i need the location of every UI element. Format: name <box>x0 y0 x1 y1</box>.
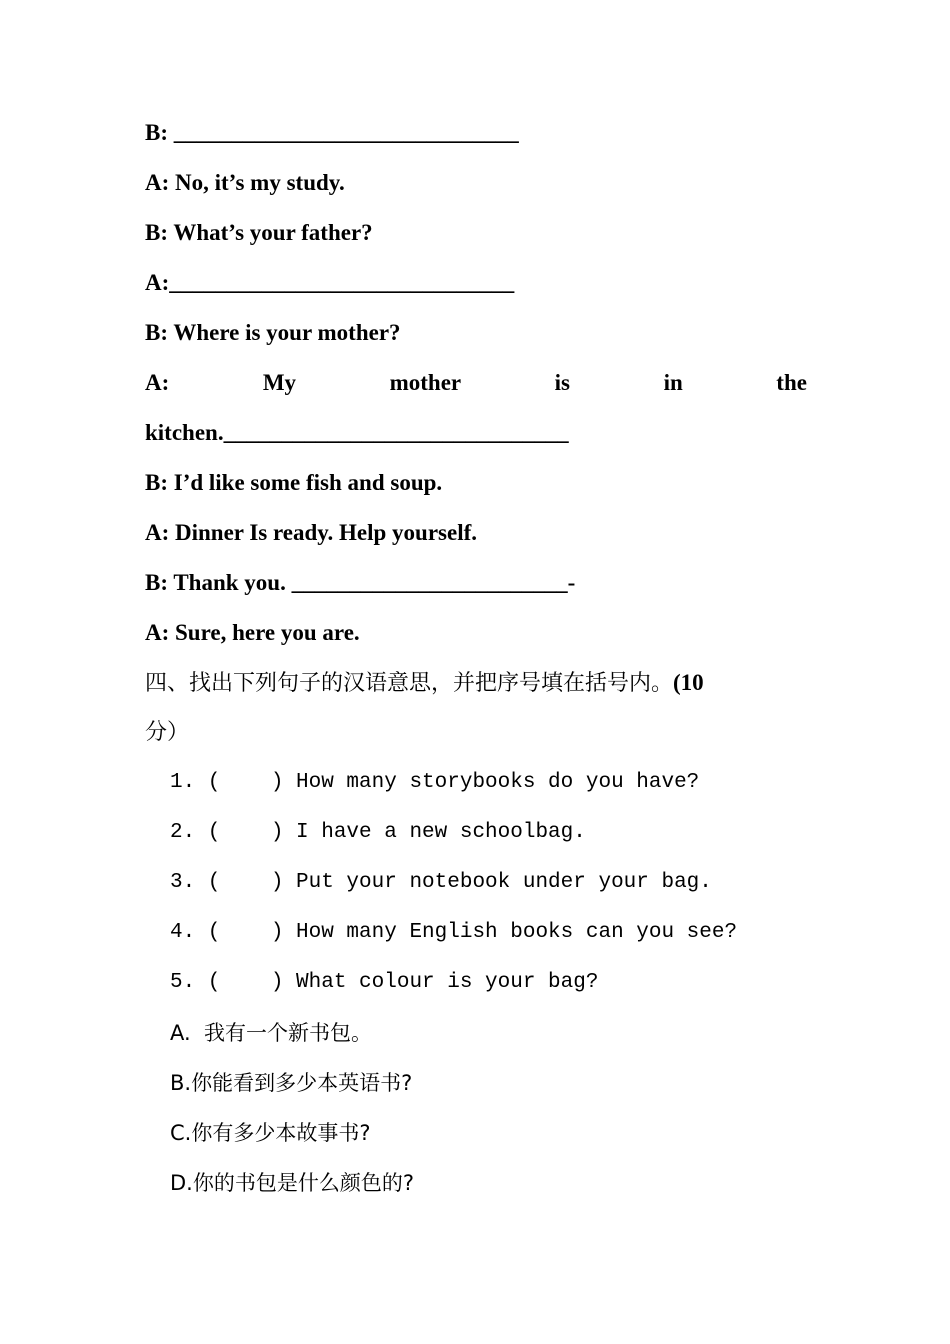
dialogue-line: B: What’s your father? <box>145 220 373 245</box>
dialogue-line: B: I’d like some fish and soup. <box>145 470 443 495</box>
worksheet-page <box>145 108 807 1208</box>
dialogue-line: B: ______________________________ <box>145 120 519 145</box>
question-item: 3. ( ) Put your notebook under your bag. <box>170 871 712 894</box>
word: in <box>663 370 683 395</box>
dialogue-line: B: Where is your mother? <box>145 320 401 345</box>
question-item: 2. ( ) I have a new schoolbag. <box>170 821 586 844</box>
dialogue-line: A: No, it’s my study. <box>145 170 345 195</box>
question-item: 1. ( ) How many storybooks do you have? <box>170 771 700 794</box>
dialogue-line: A:______________________________ <box>145 270 515 295</box>
dialogue-line-justified <box>145 358 807 408</box>
word: A: <box>145 370 170 395</box>
section-heading <box>145 658 807 708</box>
section-title: 四、找出下列句子的汉语意思，并把序号填在括号内。 <box>145 671 674 696</box>
word: mother <box>389 370 462 395</box>
question-item: 4. ( ) How many English books can you see? <box>170 921 738 944</box>
answer-option: D.你的书包是什么颜色的? <box>170 1171 414 1195</box>
dialogue-line: B: Thank you. ________________________- <box>145 570 576 595</box>
question-item: 5. ( ) What colour is your bag? <box>170 971 599 994</box>
section-heading-end: 分） <box>145 720 190 745</box>
word: the <box>776 370 807 395</box>
word: is <box>554 370 571 395</box>
answer-option: B.你能看到多少本英语书? <box>170 1071 413 1095</box>
word: My <box>262 370 297 395</box>
answer-option: A. 我有一个新书包。 <box>170 1021 373 1045</box>
answer-option: C.你有多少本故事书? <box>170 1121 371 1145</box>
dialogue-line: A: Sure, here you are. <box>145 620 360 645</box>
section-score: (10 <box>673 670 704 695</box>
dialogue-line: kitchen.______________________________ <box>145 420 569 445</box>
dialogue-line: A: Dinner Is ready. Help yourself. <box>145 520 478 545</box>
